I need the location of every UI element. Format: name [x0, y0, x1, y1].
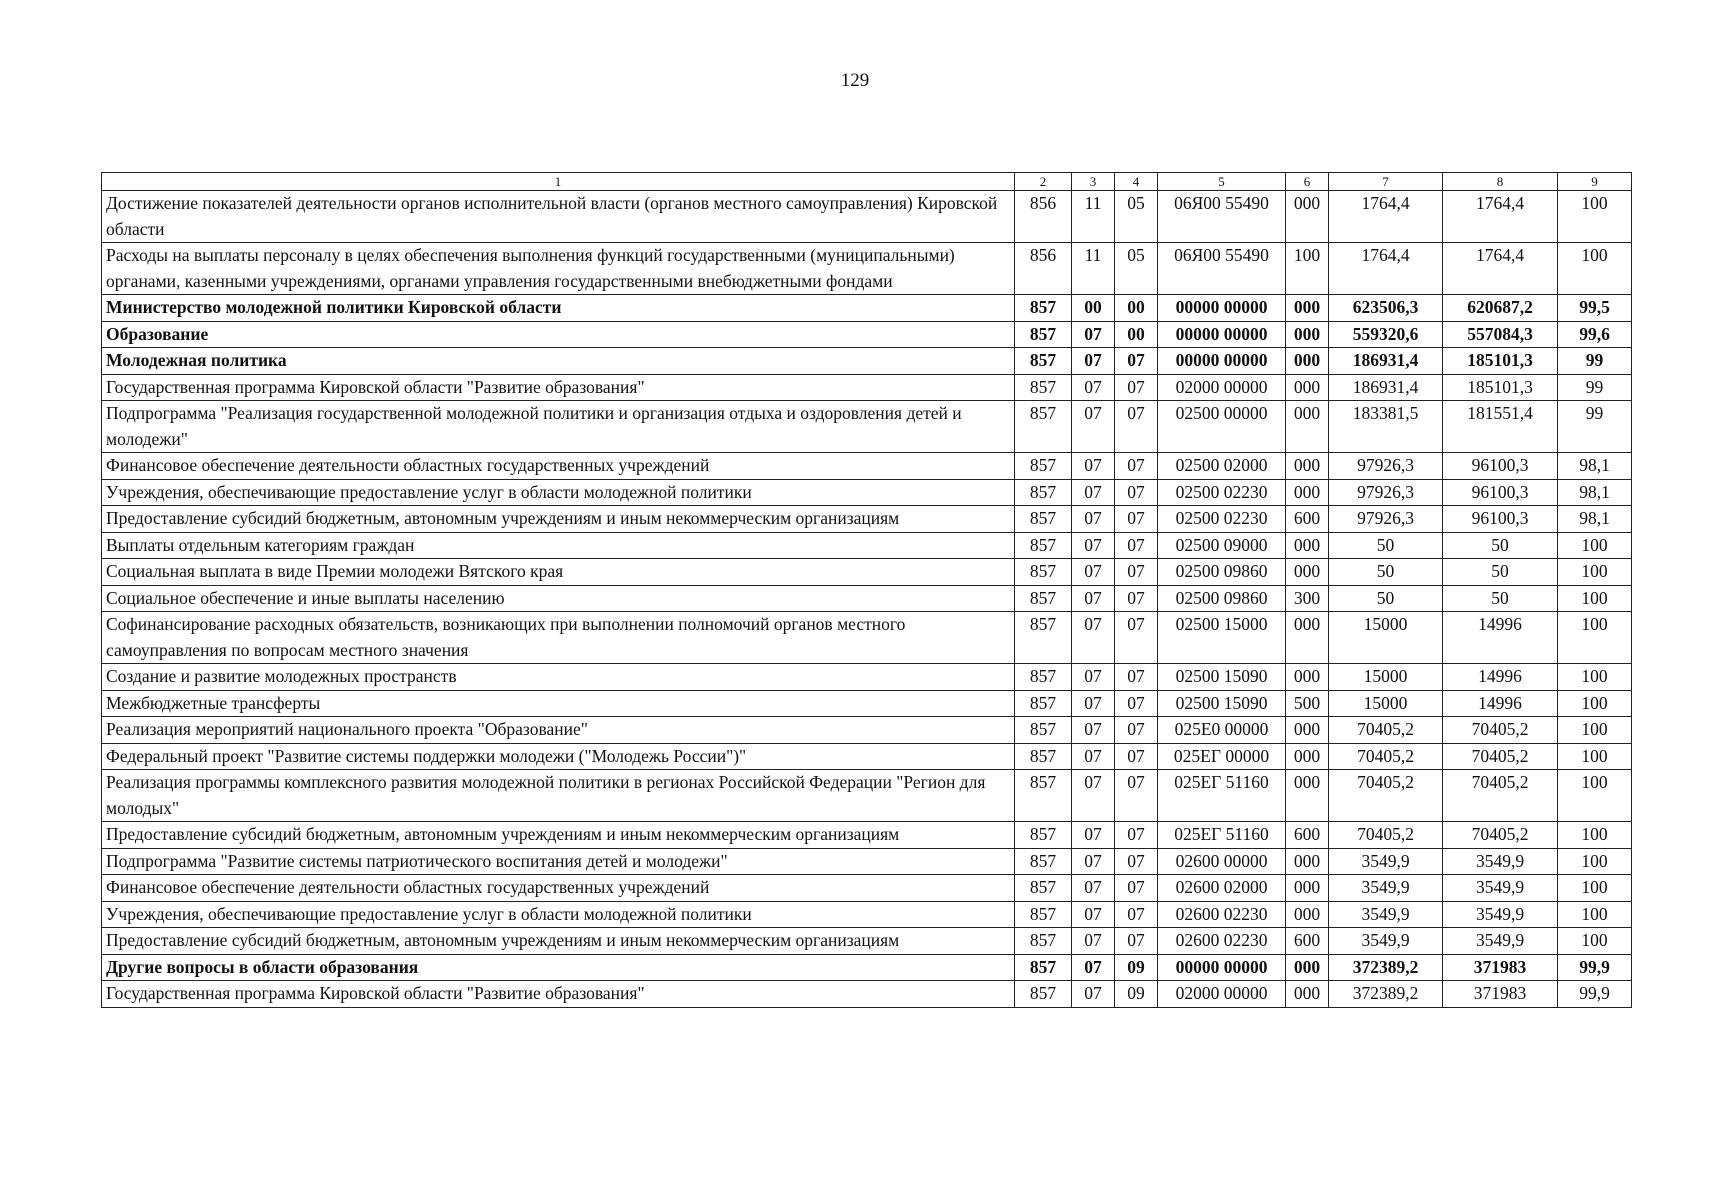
executed-amount-cell: 96100,3 — [1443, 506, 1558, 533]
row-name-cell: Федеральный проект "Развитие системы поддержки молодежи ("Молодежь России")" — [102, 743, 1015, 770]
subsection-code-cell: 07 — [1115, 585, 1158, 612]
admin-code-cell: 857 — [1015, 453, 1072, 480]
expense-type-code-cell: 000 — [1286, 532, 1329, 559]
target-article-code-cell: 02500 09000 — [1158, 532, 1286, 559]
planned-amount-cell: 186931,4 — [1329, 374, 1443, 401]
header-cell: 5 — [1158, 173, 1286, 191]
executed-amount-cell: 3549,9 — [1443, 928, 1558, 955]
section-code-cell: 07 — [1072, 875, 1115, 902]
execution-percent-cell: 99 — [1558, 401, 1632, 453]
header-cell: 1 — [102, 173, 1015, 191]
table-row — [102, 875, 1632, 902]
execution-percent-cell: 100 — [1558, 690, 1632, 717]
planned-amount-cell: 372389,2 — [1329, 954, 1443, 981]
table-row — [102, 664, 1632, 691]
execution-percent-cell: 98,1 — [1558, 453, 1632, 480]
execution-percent-cell: 100 — [1558, 717, 1632, 744]
section-code-cell: 07 — [1072, 479, 1115, 506]
table-row — [102, 506, 1632, 533]
executed-amount-cell: 185101,3 — [1443, 374, 1558, 401]
subsection-code-cell: 07 — [1115, 559, 1158, 586]
executed-amount-cell: 557084,3 — [1443, 321, 1558, 348]
expense-type-code-cell: 000 — [1286, 717, 1329, 744]
planned-amount-cell: 15000 — [1329, 664, 1443, 691]
header-cell: 9 — [1558, 173, 1632, 191]
row-name-cell: Учреждения, обеспечивающие предоставление услуг в области молодежной политики — [102, 901, 1015, 928]
planned-amount-cell: 50 — [1329, 559, 1443, 586]
expense-type-code-cell: 000 — [1286, 191, 1329, 243]
planned-amount-cell: 3549,9 — [1329, 875, 1443, 902]
target-article-code-cell: 02500 15000 — [1158, 612, 1286, 664]
admin-code-cell: 857 — [1015, 928, 1072, 955]
execution-percent-cell: 100 — [1558, 612, 1632, 664]
admin-code-cell: 857 — [1015, 981, 1072, 1008]
subsection-code-cell: 07 — [1115, 848, 1158, 875]
executed-amount-cell: 3549,9 — [1443, 901, 1558, 928]
target-article-code-cell: 02500 09860 — [1158, 559, 1286, 586]
section-code-cell: 07 — [1072, 901, 1115, 928]
executed-amount-cell: 70405,2 — [1443, 822, 1558, 849]
table-row — [102, 243, 1632, 295]
admin-code-cell: 857 — [1015, 770, 1072, 822]
header-cell: 4 — [1115, 173, 1158, 191]
row-name-cell: Создание и развитие молодежных пространств — [102, 664, 1015, 691]
execution-percent-cell: 100 — [1558, 875, 1632, 902]
subsection-code-cell: 07 — [1115, 374, 1158, 401]
target-article-code-cell: 02600 02000 — [1158, 875, 1286, 902]
target-article-code-cell: 02500 00000 — [1158, 401, 1286, 453]
executed-amount-cell: 14996 — [1443, 690, 1558, 717]
section-code-cell: 00 — [1072, 295, 1115, 322]
executed-amount-cell: 1764,4 — [1443, 191, 1558, 243]
target-article-code-cell: 06Я00 55490 — [1158, 191, 1286, 243]
admin-code-cell: 857 — [1015, 743, 1072, 770]
target-article-code-cell: 02500 15090 — [1158, 664, 1286, 691]
planned-amount-cell: 3549,9 — [1329, 848, 1443, 875]
target-article-code-cell: 025Е0 00000 — [1158, 717, 1286, 744]
executed-amount-cell: 181551,4 — [1443, 401, 1558, 453]
table-row — [102, 612, 1632, 664]
subsection-code-cell: 07 — [1115, 875, 1158, 902]
budget-table — [101, 172, 1632, 1008]
table-row — [102, 743, 1632, 770]
target-article-code-cell: 00000 00000 — [1158, 321, 1286, 348]
expense-type-code-cell: 000 — [1286, 875, 1329, 902]
executed-amount-cell: 3549,9 — [1443, 875, 1558, 902]
target-article-code-cell: 02600 02230 — [1158, 928, 1286, 955]
expense-type-code-cell: 000 — [1286, 901, 1329, 928]
admin-code-cell: 857 — [1015, 348, 1072, 375]
expense-type-code-cell: 000 — [1286, 295, 1329, 322]
table-row — [102, 321, 1632, 348]
section-code-cell: 07 — [1072, 401, 1115, 453]
table-row — [102, 901, 1632, 928]
expense-type-code-cell: 000 — [1286, 401, 1329, 453]
section-code-cell: 07 — [1072, 506, 1115, 533]
execution-percent-cell: 99,9 — [1558, 981, 1632, 1008]
section-code-cell: 07 — [1072, 743, 1115, 770]
target-article-code-cell: 02500 15090 — [1158, 690, 1286, 717]
executed-amount-cell: 3549,9 — [1443, 848, 1558, 875]
admin-code-cell: 857 — [1015, 321, 1072, 348]
subsection-code-cell: 07 — [1115, 348, 1158, 375]
admin-code-cell: 857 — [1015, 585, 1072, 612]
row-name-cell: Государственная программа Кировской области "Развитие образования" — [102, 374, 1015, 401]
execution-percent-cell: 98,1 — [1558, 506, 1632, 533]
planned-amount-cell: 372389,2 — [1329, 981, 1443, 1008]
planned-amount-cell: 97926,3 — [1329, 453, 1443, 480]
executed-amount-cell: 620687,2 — [1443, 295, 1558, 322]
planned-amount-cell: 1764,4 — [1329, 243, 1443, 295]
section-code-cell: 07 — [1072, 690, 1115, 717]
row-name-cell: Достижение показателей деятельности органов исполнительной власти (органов местного самоуправления) Кировской области — [102, 191, 1015, 243]
row-name-cell: Финансовое обеспечение деятельности областных государственных учреждений — [102, 453, 1015, 480]
row-name-cell: Государственная программа Кировской области "Развитие образования" — [102, 981, 1015, 1008]
subsection-code-cell: 07 — [1115, 928, 1158, 955]
planned-amount-cell: 3549,9 — [1329, 928, 1443, 955]
subsection-code-cell: 07 — [1115, 743, 1158, 770]
executed-amount-cell: 50 — [1443, 585, 1558, 612]
row-name-cell: Социальное обеспечение и иные выплаты населению — [102, 585, 1015, 612]
planned-amount-cell: 3549,9 — [1329, 901, 1443, 928]
target-article-code-cell: 00000 00000 — [1158, 295, 1286, 322]
subsection-code-cell: 07 — [1115, 453, 1158, 480]
planned-amount-cell: 623506,3 — [1329, 295, 1443, 322]
table-body — [102, 191, 1632, 1008]
subsection-code-cell: 05 — [1115, 243, 1158, 295]
section-code-cell: 07 — [1072, 321, 1115, 348]
admin-code-cell: 857 — [1015, 875, 1072, 902]
row-name-cell: Межбюджетные трансферты — [102, 690, 1015, 717]
expense-type-code-cell: 300 — [1286, 585, 1329, 612]
section-code-cell: 07 — [1072, 664, 1115, 691]
executed-amount-cell: 185101,3 — [1443, 348, 1558, 375]
header-row — [102, 173, 1632, 191]
executed-amount-cell: 96100,3 — [1443, 453, 1558, 480]
section-code-cell: 07 — [1072, 848, 1115, 875]
target-article-code-cell: 06Я00 55490 — [1158, 243, 1286, 295]
subsection-code-cell: 00 — [1115, 295, 1158, 322]
execution-percent-cell: 99,5 — [1558, 295, 1632, 322]
executed-amount-cell: 14996 — [1443, 612, 1558, 664]
target-article-code-cell: 02000 00000 — [1158, 981, 1286, 1008]
executed-amount-cell: 14996 — [1443, 664, 1558, 691]
execution-percent-cell: 100 — [1558, 822, 1632, 849]
row-name-cell: Учреждения, обеспечивающие предоставление услуг в области молодежной политики — [102, 479, 1015, 506]
target-article-code-cell: 025ЕГ 00000 — [1158, 743, 1286, 770]
row-name-cell: Подпрограмма "Реализация государственной молодежной политики и организация отдыха и оздоровления детей и молодежи" — [102, 401, 1015, 453]
header-cell: 3 — [1072, 173, 1115, 191]
subsection-code-cell: 07 — [1115, 612, 1158, 664]
subsection-code-cell: 05 — [1115, 191, 1158, 243]
target-article-code-cell: 025ЕГ 51160 — [1158, 770, 1286, 822]
expense-type-code-cell: 000 — [1286, 848, 1329, 875]
planned-amount-cell: 97926,3 — [1329, 479, 1443, 506]
table-row — [102, 348, 1632, 375]
planned-amount-cell: 15000 — [1329, 612, 1443, 664]
execution-percent-cell: 100 — [1558, 243, 1632, 295]
execution-percent-cell: 100 — [1558, 585, 1632, 612]
table-row — [102, 717, 1632, 744]
expense-type-code-cell: 000 — [1286, 348, 1329, 375]
admin-code-cell: 857 — [1015, 901, 1072, 928]
section-code-cell: 07 — [1072, 374, 1115, 401]
admin-code-cell: 857 — [1015, 532, 1072, 559]
target-article-code-cell: 02000 00000 — [1158, 374, 1286, 401]
section-code-cell: 11 — [1072, 243, 1115, 295]
executed-amount-cell: 371983 — [1443, 981, 1558, 1008]
row-name-cell: Молодежная политика — [102, 348, 1015, 375]
execution-percent-cell: 100 — [1558, 191, 1632, 243]
admin-code-cell: 857 — [1015, 295, 1072, 322]
expense-type-code-cell: 500 — [1286, 690, 1329, 717]
budget-table-container — [101, 172, 1631, 1008]
table-row — [102, 559, 1632, 586]
subsection-code-cell: 09 — [1115, 981, 1158, 1008]
row-name-cell: Софинансирование расходных обязательств, возникающих при выполнении полномочий органов местного самоуправления по вопросам местного значения — [102, 612, 1015, 664]
admin-code-cell: 857 — [1015, 848, 1072, 875]
admin-code-cell: 857 — [1015, 479, 1072, 506]
target-article-code-cell: 025ЕГ 51160 — [1158, 822, 1286, 849]
executed-amount-cell: 50 — [1443, 532, 1558, 559]
target-article-code-cell: 02600 02230 — [1158, 901, 1286, 928]
row-name-cell: Реализация программы комплексного развития молодежной политики в регионах Российской Федерации "Регион для молодых" — [102, 770, 1015, 822]
target-article-code-cell: 00000 00000 — [1158, 954, 1286, 981]
section-code-cell: 07 — [1072, 585, 1115, 612]
executed-amount-cell: 50 — [1443, 559, 1558, 586]
table-row — [102, 479, 1632, 506]
row-name-cell: Министерство молодежной политики Кировской области — [102, 295, 1015, 322]
subsection-code-cell: 07 — [1115, 506, 1158, 533]
row-name-cell: Предоставление субсидий бюджетным, автономным учреждениям и иным некоммерческим организациям — [102, 506, 1015, 533]
admin-code-cell: 856 — [1015, 191, 1072, 243]
expense-type-code-cell: 000 — [1286, 612, 1329, 664]
section-code-cell: 07 — [1072, 348, 1115, 375]
planned-amount-cell: 183381,5 — [1329, 401, 1443, 453]
section-code-cell: 07 — [1072, 612, 1115, 664]
expense-type-code-cell: 100 — [1286, 243, 1329, 295]
section-code-cell: 07 — [1072, 717, 1115, 744]
execution-percent-cell: 99 — [1558, 374, 1632, 401]
table-row — [102, 374, 1632, 401]
admin-code-cell: 857 — [1015, 612, 1072, 664]
subsection-code-cell: 07 — [1115, 717, 1158, 744]
header-cell: 6 — [1286, 173, 1329, 191]
table-row — [102, 928, 1632, 955]
row-name-cell: Расходы на выплаты персоналу в целях обеспечения выполнения функций государственными (муниципальными) органами, казенными учреждениями, органами управления государственными внебюджетными фондами — [102, 243, 1015, 295]
planned-amount-cell: 70405,2 — [1329, 822, 1443, 849]
execution-percent-cell: 99,9 — [1558, 954, 1632, 981]
target-article-code-cell: 02500 09860 — [1158, 585, 1286, 612]
table-row — [102, 770, 1632, 822]
table-row — [102, 532, 1632, 559]
execution-percent-cell: 100 — [1558, 664, 1632, 691]
planned-amount-cell: 50 — [1329, 585, 1443, 612]
section-code-cell: 07 — [1072, 559, 1115, 586]
section-code-cell: 07 — [1072, 928, 1115, 955]
table-row — [102, 585, 1632, 612]
planned-amount-cell: 15000 — [1329, 690, 1443, 717]
row-name-cell: Выплаты отдельным категориям граждан — [102, 532, 1015, 559]
subsection-code-cell: 09 — [1115, 954, 1158, 981]
execution-percent-cell: 100 — [1558, 532, 1632, 559]
table-row — [102, 954, 1632, 981]
planned-amount-cell: 70405,2 — [1329, 770, 1443, 822]
planned-amount-cell: 50 — [1329, 532, 1443, 559]
execution-percent-cell: 99,6 — [1558, 321, 1632, 348]
header-cell: 7 — [1329, 173, 1443, 191]
target-article-code-cell: 02500 02000 — [1158, 453, 1286, 480]
expense-type-code-cell: 000 — [1286, 664, 1329, 691]
admin-code-cell: 857 — [1015, 664, 1072, 691]
header-cell: 2 — [1015, 173, 1072, 191]
table-row — [102, 453, 1632, 480]
admin-code-cell: 857 — [1015, 374, 1072, 401]
table-row — [102, 690, 1632, 717]
expense-type-code-cell: 000 — [1286, 743, 1329, 770]
expense-type-code-cell: 000 — [1286, 374, 1329, 401]
row-name-cell: Другие вопросы в области образования — [102, 954, 1015, 981]
row-name-cell: Предоставление субсидий бюджетным, автономным учреждениям и иным некоммерческим организациям — [102, 928, 1015, 955]
subsection-code-cell: 00 — [1115, 321, 1158, 348]
expense-type-code-cell: 600 — [1286, 822, 1329, 849]
section-code-cell: 11 — [1072, 191, 1115, 243]
row-name-cell: Образование — [102, 321, 1015, 348]
executed-amount-cell: 70405,2 — [1443, 743, 1558, 770]
planned-amount-cell: 97926,3 — [1329, 506, 1443, 533]
execution-percent-cell: 98,1 — [1558, 479, 1632, 506]
admin-code-cell: 857 — [1015, 401, 1072, 453]
row-name-cell: Подпрограмма "Развитие системы патриотического воспитания детей и молодежи" — [102, 848, 1015, 875]
subsection-code-cell: 07 — [1115, 532, 1158, 559]
expense-type-code-cell: 000 — [1286, 981, 1329, 1008]
planned-amount-cell: 70405,2 — [1329, 743, 1443, 770]
target-article-code-cell: 02600 00000 — [1158, 848, 1286, 875]
executed-amount-cell: 70405,2 — [1443, 717, 1558, 744]
admin-code-cell: 857 — [1015, 559, 1072, 586]
admin-code-cell: 857 — [1015, 822, 1072, 849]
admin-code-cell: 856 — [1015, 243, 1072, 295]
execution-percent-cell: 100 — [1558, 901, 1632, 928]
planned-amount-cell: 70405,2 — [1329, 717, 1443, 744]
admin-code-cell: 857 — [1015, 717, 1072, 744]
subsection-code-cell: 07 — [1115, 664, 1158, 691]
subsection-code-cell: 07 — [1115, 901, 1158, 928]
section-code-cell: 07 — [1072, 453, 1115, 480]
planned-amount-cell: 186931,4 — [1329, 348, 1443, 375]
table-row — [102, 191, 1632, 243]
section-code-cell: 07 — [1072, 770, 1115, 822]
planned-amount-cell: 559320,6 — [1329, 321, 1443, 348]
executed-amount-cell: 70405,2 — [1443, 770, 1558, 822]
row-name-cell: Финансовое обеспечение деятельности областных государственных учреждений — [102, 875, 1015, 902]
page-number: 129 — [840, 70, 870, 91]
expense-type-code-cell: 000 — [1286, 770, 1329, 822]
section-code-cell: 07 — [1072, 532, 1115, 559]
target-article-code-cell: 02500 02230 — [1158, 479, 1286, 506]
subsection-code-cell: 07 — [1115, 401, 1158, 453]
execution-percent-cell: 100 — [1558, 559, 1632, 586]
table-row — [102, 822, 1632, 849]
row-name-cell: Реализация мероприятий национального проекта "Образование" — [102, 717, 1015, 744]
subsection-code-cell: 07 — [1115, 822, 1158, 849]
table-row — [102, 848, 1632, 875]
table-row — [102, 401, 1632, 453]
table-row — [102, 981, 1632, 1008]
planned-amount-cell: 1764,4 — [1329, 191, 1443, 243]
admin-code-cell: 857 — [1015, 506, 1072, 533]
expense-type-code-cell: 000 — [1286, 321, 1329, 348]
execution-percent-cell: 100 — [1558, 770, 1632, 822]
expense-type-code-cell: 000 — [1286, 479, 1329, 506]
executed-amount-cell: 1764,4 — [1443, 243, 1558, 295]
expense-type-code-cell: 600 — [1286, 928, 1329, 955]
expense-type-code-cell: 000 — [1286, 453, 1329, 480]
subsection-code-cell: 07 — [1115, 770, 1158, 822]
execution-percent-cell: 100 — [1558, 848, 1632, 875]
executed-amount-cell: 96100,3 — [1443, 479, 1558, 506]
section-code-cell: 07 — [1072, 981, 1115, 1008]
execution-percent-cell: 100 — [1558, 743, 1632, 770]
row-name-cell: Социальная выплата в виде Премии молодежи Вятского края — [102, 559, 1015, 586]
table-row — [102, 295, 1632, 322]
section-code-cell: 07 — [1072, 822, 1115, 849]
header-cell: 8 — [1443, 173, 1558, 191]
section-code-cell: 07 — [1072, 954, 1115, 981]
execution-percent-cell: 99 — [1558, 348, 1632, 375]
executed-amount-cell: 371983 — [1443, 954, 1558, 981]
expense-type-code-cell: 000 — [1286, 954, 1329, 981]
subsection-code-cell: 07 — [1115, 690, 1158, 717]
admin-code-cell: 857 — [1015, 690, 1072, 717]
target-article-code-cell: 00000 00000 — [1158, 348, 1286, 375]
execution-percent-cell: 100 — [1558, 928, 1632, 955]
row-name-cell: Предоставление субсидий бюджетным, автономным учреждениям и иным некоммерческим организациям — [102, 822, 1015, 849]
target-article-code-cell: 02500 02230 — [1158, 506, 1286, 533]
admin-code-cell: 857 — [1015, 954, 1072, 981]
expense-type-code-cell: 600 — [1286, 506, 1329, 533]
expense-type-code-cell: 000 — [1286, 559, 1329, 586]
subsection-code-cell: 07 — [1115, 479, 1158, 506]
